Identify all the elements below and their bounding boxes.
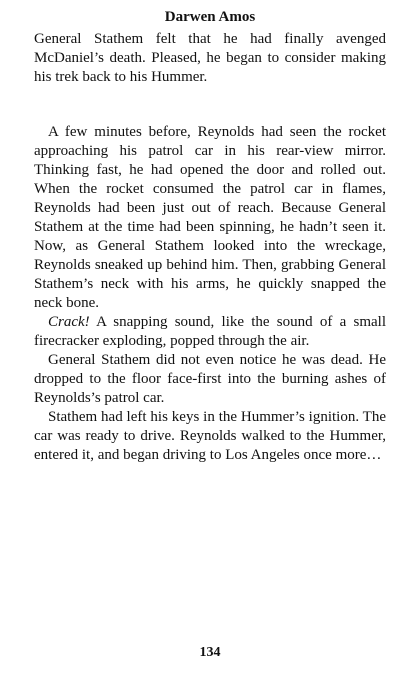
page-number: 134 <box>199 645 221 660</box>
paragraph-4: Stathem had left his keys in the Hummer’s ignition. The car was ready to drive. Reynolds walked to the Hummer, entered it, and began driving to Los Angeles once more… <box>34 409 386 463</box>
paragraph-2-emphasis: Crack! <box>48 314 90 330</box>
scene-text-block <box>34 123 386 465</box>
opening-text-block <box>34 30 386 87</box>
paragraph-opening: General Stathem felt that he had finally avenged McDaniel’s death. Pleased, he began to consider making his trek back to his Hummer. <box>34 31 386 85</box>
paragraph-3: General Stathem did not even notice he was dead. He dropped to the floor face-first into the burning ashes of Reynolds’s patrol car. <box>34 352 386 406</box>
paragraph-1: A few minutes before, Reynolds had seen the rocket approaching his patrol car in his rear-view mirror. Thinking fast, he had opened the door and rolled out. When the rocket consumed the patrol car in flames, Reynolds had been just out of reach. Because General Stathem at the time had been spinning, he hadn’t seen it. Now, as General Stathem looked into the wreckage, Reynolds sneaked up behind him. Then, grabbing General Stathem’s neck with his arms, he quickly snapped the neck bone. <box>34 124 386 311</box>
paragraph-2 <box>34 313 386 351</box>
running-head-author: Darwen Amos <box>164 9 256 25</box>
paragraph-2-rest: A snapping sound, like the sound of a small firecracker exploding, popped through the air. <box>34 314 386 349</box>
